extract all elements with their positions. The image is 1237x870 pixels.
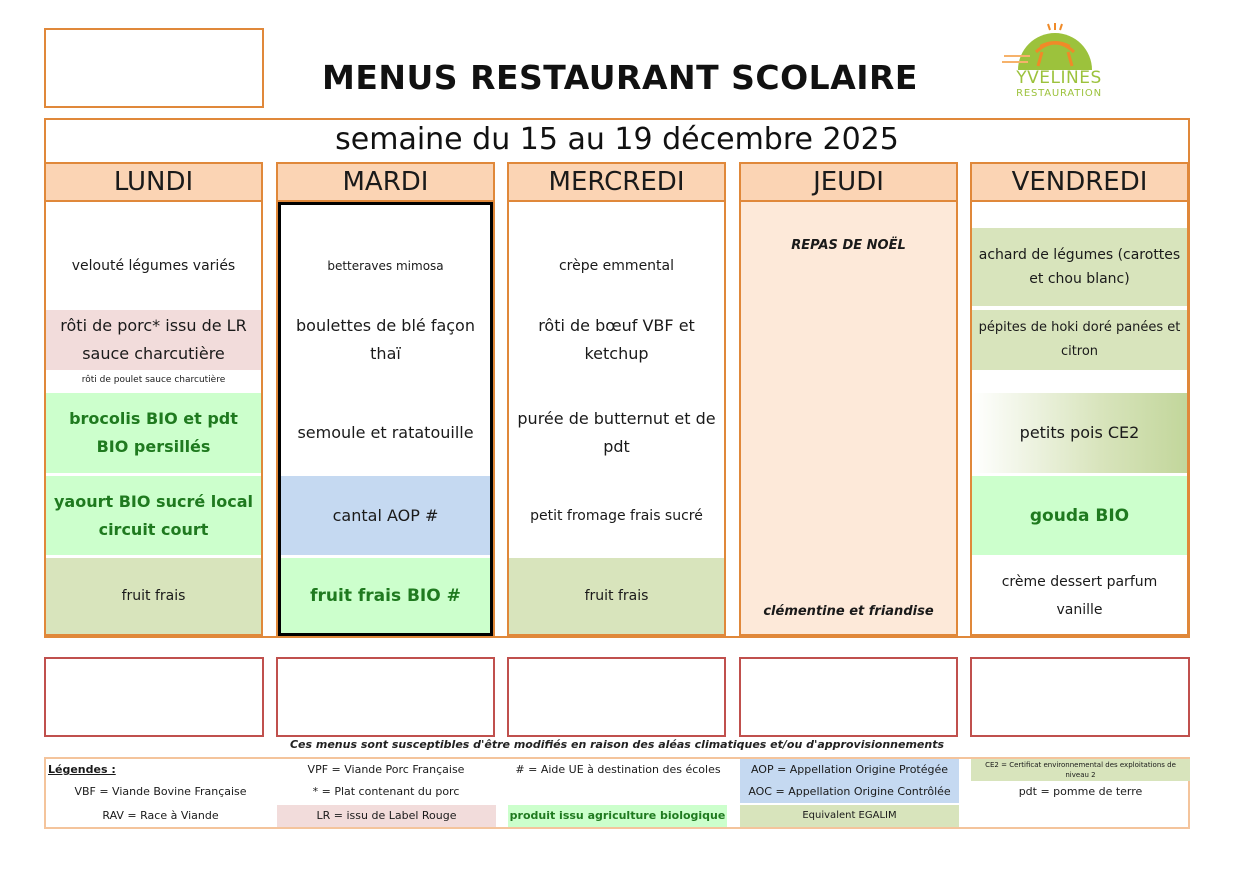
menu-dessert: clémentine et friandise [763,604,934,619]
page-title: MENUS RESTAURANT SCOLAIRE [322,58,918,97]
empty-bottom-cell [507,657,726,737]
day-column-vendredi [970,162,1189,636]
menu-plat-alternative: rôti de poulet sauce charcutière [81,375,226,385]
menu-laitier: petit fromage frais sucré [530,507,703,524]
legend-bio: produit issu agriculture biologique [508,805,727,827]
menu-plat: rôti de porc* issu de LR sauce charcutière [46,310,261,370]
header-empty-box [44,28,264,108]
legend-ce2: CE2 = Certificat environnemental des exploitations de niveau 2 [971,759,1190,781]
menu-dessert: fruit frais [509,558,724,634]
menu-plat: boulettes de blé façon thaï [296,316,475,363]
legend-title: Légendes : [48,763,116,776]
menu-plat: rôti de bœuf VBF et ketchup [538,316,695,363]
logo-text-yvelines: YVELINES [1016,68,1102,88]
menu-special: REPAS DE NOËL [791,238,906,253]
day-header: MARDI [278,162,493,202]
empty-bottom-cell [970,657,1190,737]
day-header: LUNDI [46,162,261,202]
legend-aoc: AOC = Appellation Origine Contrôlée [740,781,959,803]
menu-entree: crèpe emmental [558,258,675,274]
legend-lr: LR = issu de Label Rouge [277,805,496,827]
empty-bottom-cell [739,657,958,737]
menu-dessert: crème dessert parfum vanille [1001,574,1158,618]
menu-accompagnement: semoule et ratatouille [297,423,474,442]
disclaimer: Ces menus sont susceptibles d'être modifiés en raison des aléas climatiques et/ou d'approvisionnements [289,738,945,751]
menu-entree: betteraves mimosa [327,259,444,273]
day-header: JEUDI [741,162,956,202]
menu-laitier: cantal AOP # [281,476,490,555]
menu-entree: achard de légumes (carottes et chou blanc) [972,228,1187,306]
legend-rav: RAV = Race à Viande [102,809,219,822]
menu-dessert: fruit frais BIO # [281,558,490,633]
legend-egalim: Equivalent EGALIM [740,805,959,827]
day-column-mardi [276,162,495,636]
menu-laitier: gouda BIO [972,476,1187,555]
day-column-mercredi [507,162,726,636]
menu-accompagnement: petits pois CE2 [972,393,1187,473]
day-header: VENDREDI [972,162,1187,202]
day-column-jeudi [739,162,958,636]
day-column-lundi [44,162,263,636]
legend-aop: AOP = Appellation Origine Protégée [740,759,959,781]
legend-pdt: pdt = pomme de terre [1018,785,1143,798]
legend-vbf: VBF = Viande Bovine Française [74,785,247,798]
week-title: semaine du 15 au 19 décembre 2025 [335,122,899,157]
menu-plat: pépites de hoki doré panées et citron [972,310,1187,370]
menu-accompagnement: brocolis BIO et pdt BIO persillés [46,393,261,473]
day-header: MERCREDI [509,162,724,202]
legend-vpf: VPF = Viande Porc Française [307,763,465,776]
logo-text-restauration: RESTAURATION [1016,88,1102,99]
menu-accompagnement: purée de butternut et de pdt [517,409,716,456]
menu-laitier: yaourt BIO sucré local circuit court [46,476,261,555]
empty-bottom-cell [276,657,495,737]
empty-bottom-cell [44,657,264,737]
legend-box [44,757,1190,829]
menu-dessert: fruit frais [46,558,261,634]
menu-entree: velouté légumes variés [71,258,236,274]
legend-aide-ue: # = Aide UE à destination des écoles [515,763,721,776]
legend-porc: * = Plat contenant du porc [312,785,460,798]
